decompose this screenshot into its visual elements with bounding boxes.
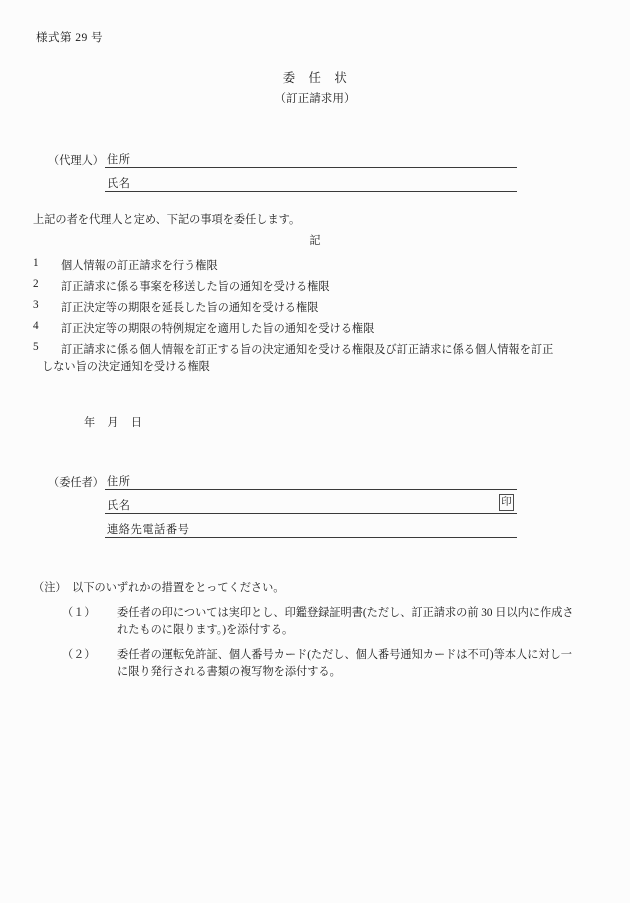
date-line[interactable]: 年 月 日 xyxy=(84,417,143,429)
agent-name-rule xyxy=(105,173,517,192)
authority-item-5-number: 5 xyxy=(33,341,39,353)
form-number: 様式第 29 号 xyxy=(36,31,103,44)
note-item-2-text: 委任者の運転免許証、個人番号カード(ただし、個人番号通知カードは不可)等本人に対し一 xyxy=(117,649,572,661)
authority-item-3-number: 3 xyxy=(33,299,39,311)
document-title: 委 任 状 xyxy=(282,71,348,85)
note-item-1-text-line2: れたものに限ります。)を添付する。 xyxy=(117,624,294,636)
agent-address-row[interactable] xyxy=(105,149,517,170)
document-subtitle: （訂正請求用） xyxy=(274,92,356,105)
note-item-1-text: 委任者の印については実印とし、印鑑登録証明書(ただし、訂正請求の前 30 日以内に作成さ xyxy=(117,607,574,619)
authority-item-2-number: 2 xyxy=(33,278,39,290)
delegator-phone-label: 連絡先電話番号 xyxy=(107,524,190,536)
notes-header: （注） 以下のいずれかの措置をとってください。 xyxy=(33,582,285,594)
ki-mark: 記 xyxy=(309,235,321,247)
delegator-name-rule xyxy=(105,495,517,514)
delegator-name-label: 氏名 xyxy=(107,500,131,512)
delegator-address-label: 住所 xyxy=(107,476,131,488)
delegator-address-rule xyxy=(105,471,517,490)
agent-section-label: （代理人） xyxy=(48,155,104,167)
authority-item-1-number: 1 xyxy=(33,257,39,269)
delegator-phone-row[interactable] xyxy=(105,519,517,540)
authority-item-3-text: 訂正決定等の期限を延長した旨の通知を受ける権限 xyxy=(61,302,319,314)
authority-item-4-text: 訂正決定等の期限の特例規定を適用した旨の通知を受ける権限 xyxy=(61,323,375,335)
authority-item-5-text-line2: しない旨の決定通知を受ける権限 xyxy=(42,361,210,373)
body-statement: 上記の者を代理人と定め、下記の事項を委任します。 xyxy=(33,214,301,226)
delegator-address-row[interactable] xyxy=(105,471,517,492)
note-item-1-number: （１） xyxy=(62,607,96,619)
delegator-section-label: （委任者） xyxy=(48,477,104,489)
agent-name-row[interactable] xyxy=(105,173,517,194)
seal-stamp-box[interactable]: 印 xyxy=(499,494,514,511)
delegator-name-row[interactable] xyxy=(105,495,517,516)
agent-address-rule xyxy=(105,149,517,168)
agent-address-label: 住所 xyxy=(107,154,131,166)
note-item-2-number: （２） xyxy=(62,649,96,661)
agent-name-label: 氏名 xyxy=(107,178,131,190)
authority-item-2-text: 訂正請求に係る事案を移送した旨の通知を受ける権限 xyxy=(61,281,330,293)
note-item-2-text-line2: に限り発行される書類の複写物を添付する。 xyxy=(117,666,341,678)
authority-item-5-text: 訂正請求に係る個人情報を訂正する旨の決定通知を受ける権限及び訂正請求に係る個人情報を訂正 xyxy=(61,344,554,356)
authority-item-4-number: 4 xyxy=(33,320,39,332)
authority-item-1-text: 個人情報の訂正請求を行う権限 xyxy=(61,260,218,272)
